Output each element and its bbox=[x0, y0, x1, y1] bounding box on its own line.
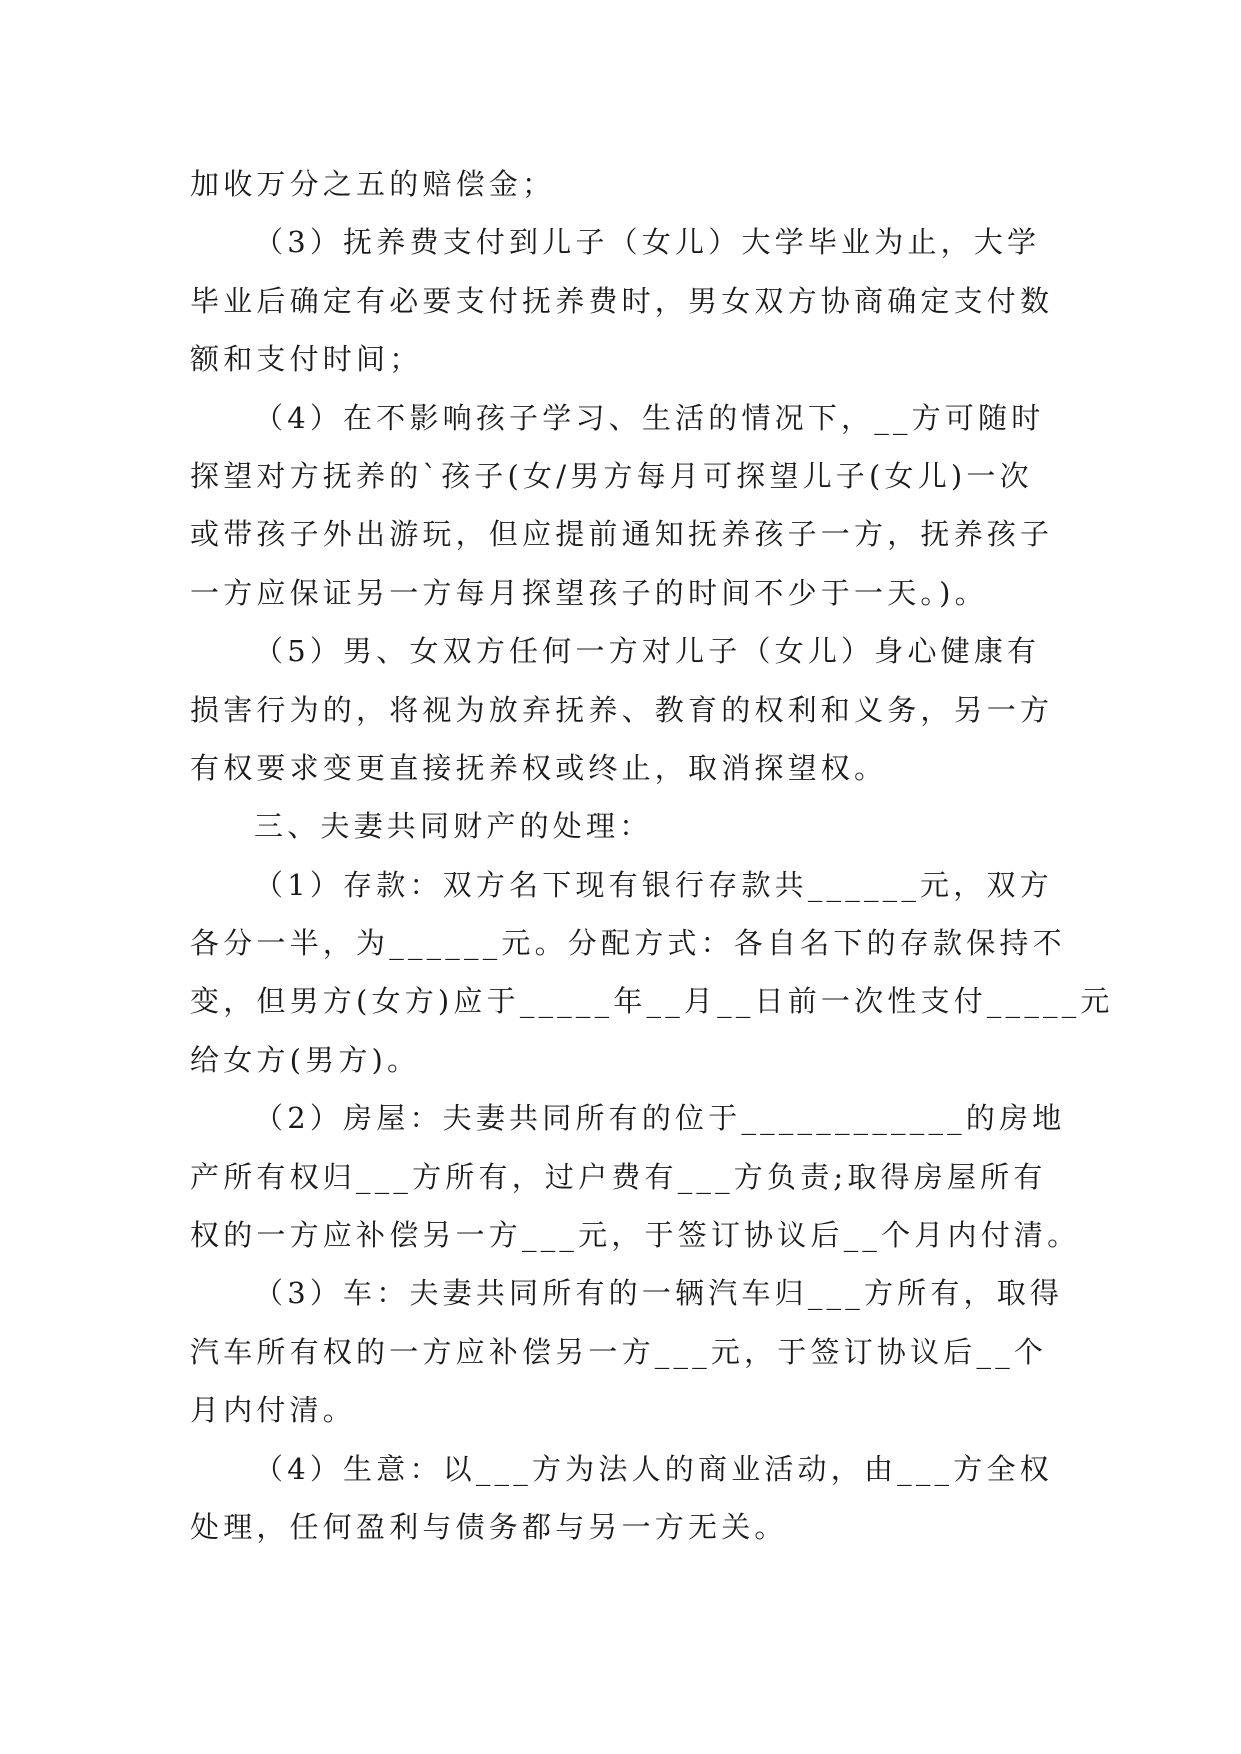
text-line: 或带孩子外出游玩，但应提前通知抚养孩子一方，抚养孩子 bbox=[190, 517, 1054, 552]
text-line: 权的一方应补偿另一方___元，于签订协议后__个月内付清。 bbox=[190, 1218, 1081, 1253]
text-line: （2）房屋：夫妻共同所有的位于____________的房地 bbox=[254, 1101, 1066, 1136]
text-line: （4）生意：以___方为法人的商业活动，由___方全权 bbox=[254, 1451, 1053, 1486]
text-line: （3）车：夫妻共同所有的一辆汽车归___方所有，取得 bbox=[254, 1276, 1064, 1311]
text-line: 月内付清。 bbox=[190, 1393, 357, 1428]
text-line: 各分一半，为______元。分配方式：各自名下的存款保持不 bbox=[190, 926, 1066, 961]
text-line: 加收万分之五的赔偿金； bbox=[190, 167, 556, 201]
text-line: 毕业后确定有必要支付抚养费时，男女双方协商确定支付数 bbox=[190, 283, 1054, 318]
text-line: 变，但男方(女方)应于_____年__月__日前一次性支付_____元 bbox=[190, 984, 1114, 1019]
text-line: （5）男、女双方任何一方对儿子（女儿）身心健康有 bbox=[254, 634, 1041, 669]
text-line: 探望对方抚养的`孩子(女/男方每月可探望儿子(女儿)一次 bbox=[190, 458, 1033, 493]
text-line: 有权要求变更直接抚养权或终止，取消探望权。 bbox=[190, 750, 888, 785]
text-line: 产所有权归___方所有，过户费有___方负责;取得房屋所有 bbox=[190, 1159, 1047, 1194]
text-line: 额和支付时间； bbox=[190, 342, 423, 377]
section-heading: 三、夫妻共同财产的处理： bbox=[254, 809, 653, 844]
text-line: （4）在不影响孩子学习、生活的情况下，__方可随时 bbox=[254, 400, 1045, 435]
text-line: 损害行为的，将视为放弃抚养、教育的权利和义务，另一方 bbox=[190, 692, 1054, 727]
text-line: 一方应保证另一方每月探望孩子的时间不少于一天。)。 bbox=[190, 575, 988, 610]
text-line: （3）抚养费支付到儿子（女儿）大学毕业为止，大学 bbox=[254, 225, 1041, 260]
text-line: 汽车所有权的一方应补偿另一方___元，于签订协议后__个 bbox=[190, 1334, 1048, 1369]
text-line: 给女方(男方)。 bbox=[190, 1042, 421, 1077]
text-line: （1）存款：双方名下现有银行存款共______元，双方 bbox=[254, 867, 1053, 902]
document-body bbox=[190, 155, 1114, 1556]
text-line: 处理，任何盈利与债务都与另一方无关。 bbox=[190, 1509, 788, 1544]
